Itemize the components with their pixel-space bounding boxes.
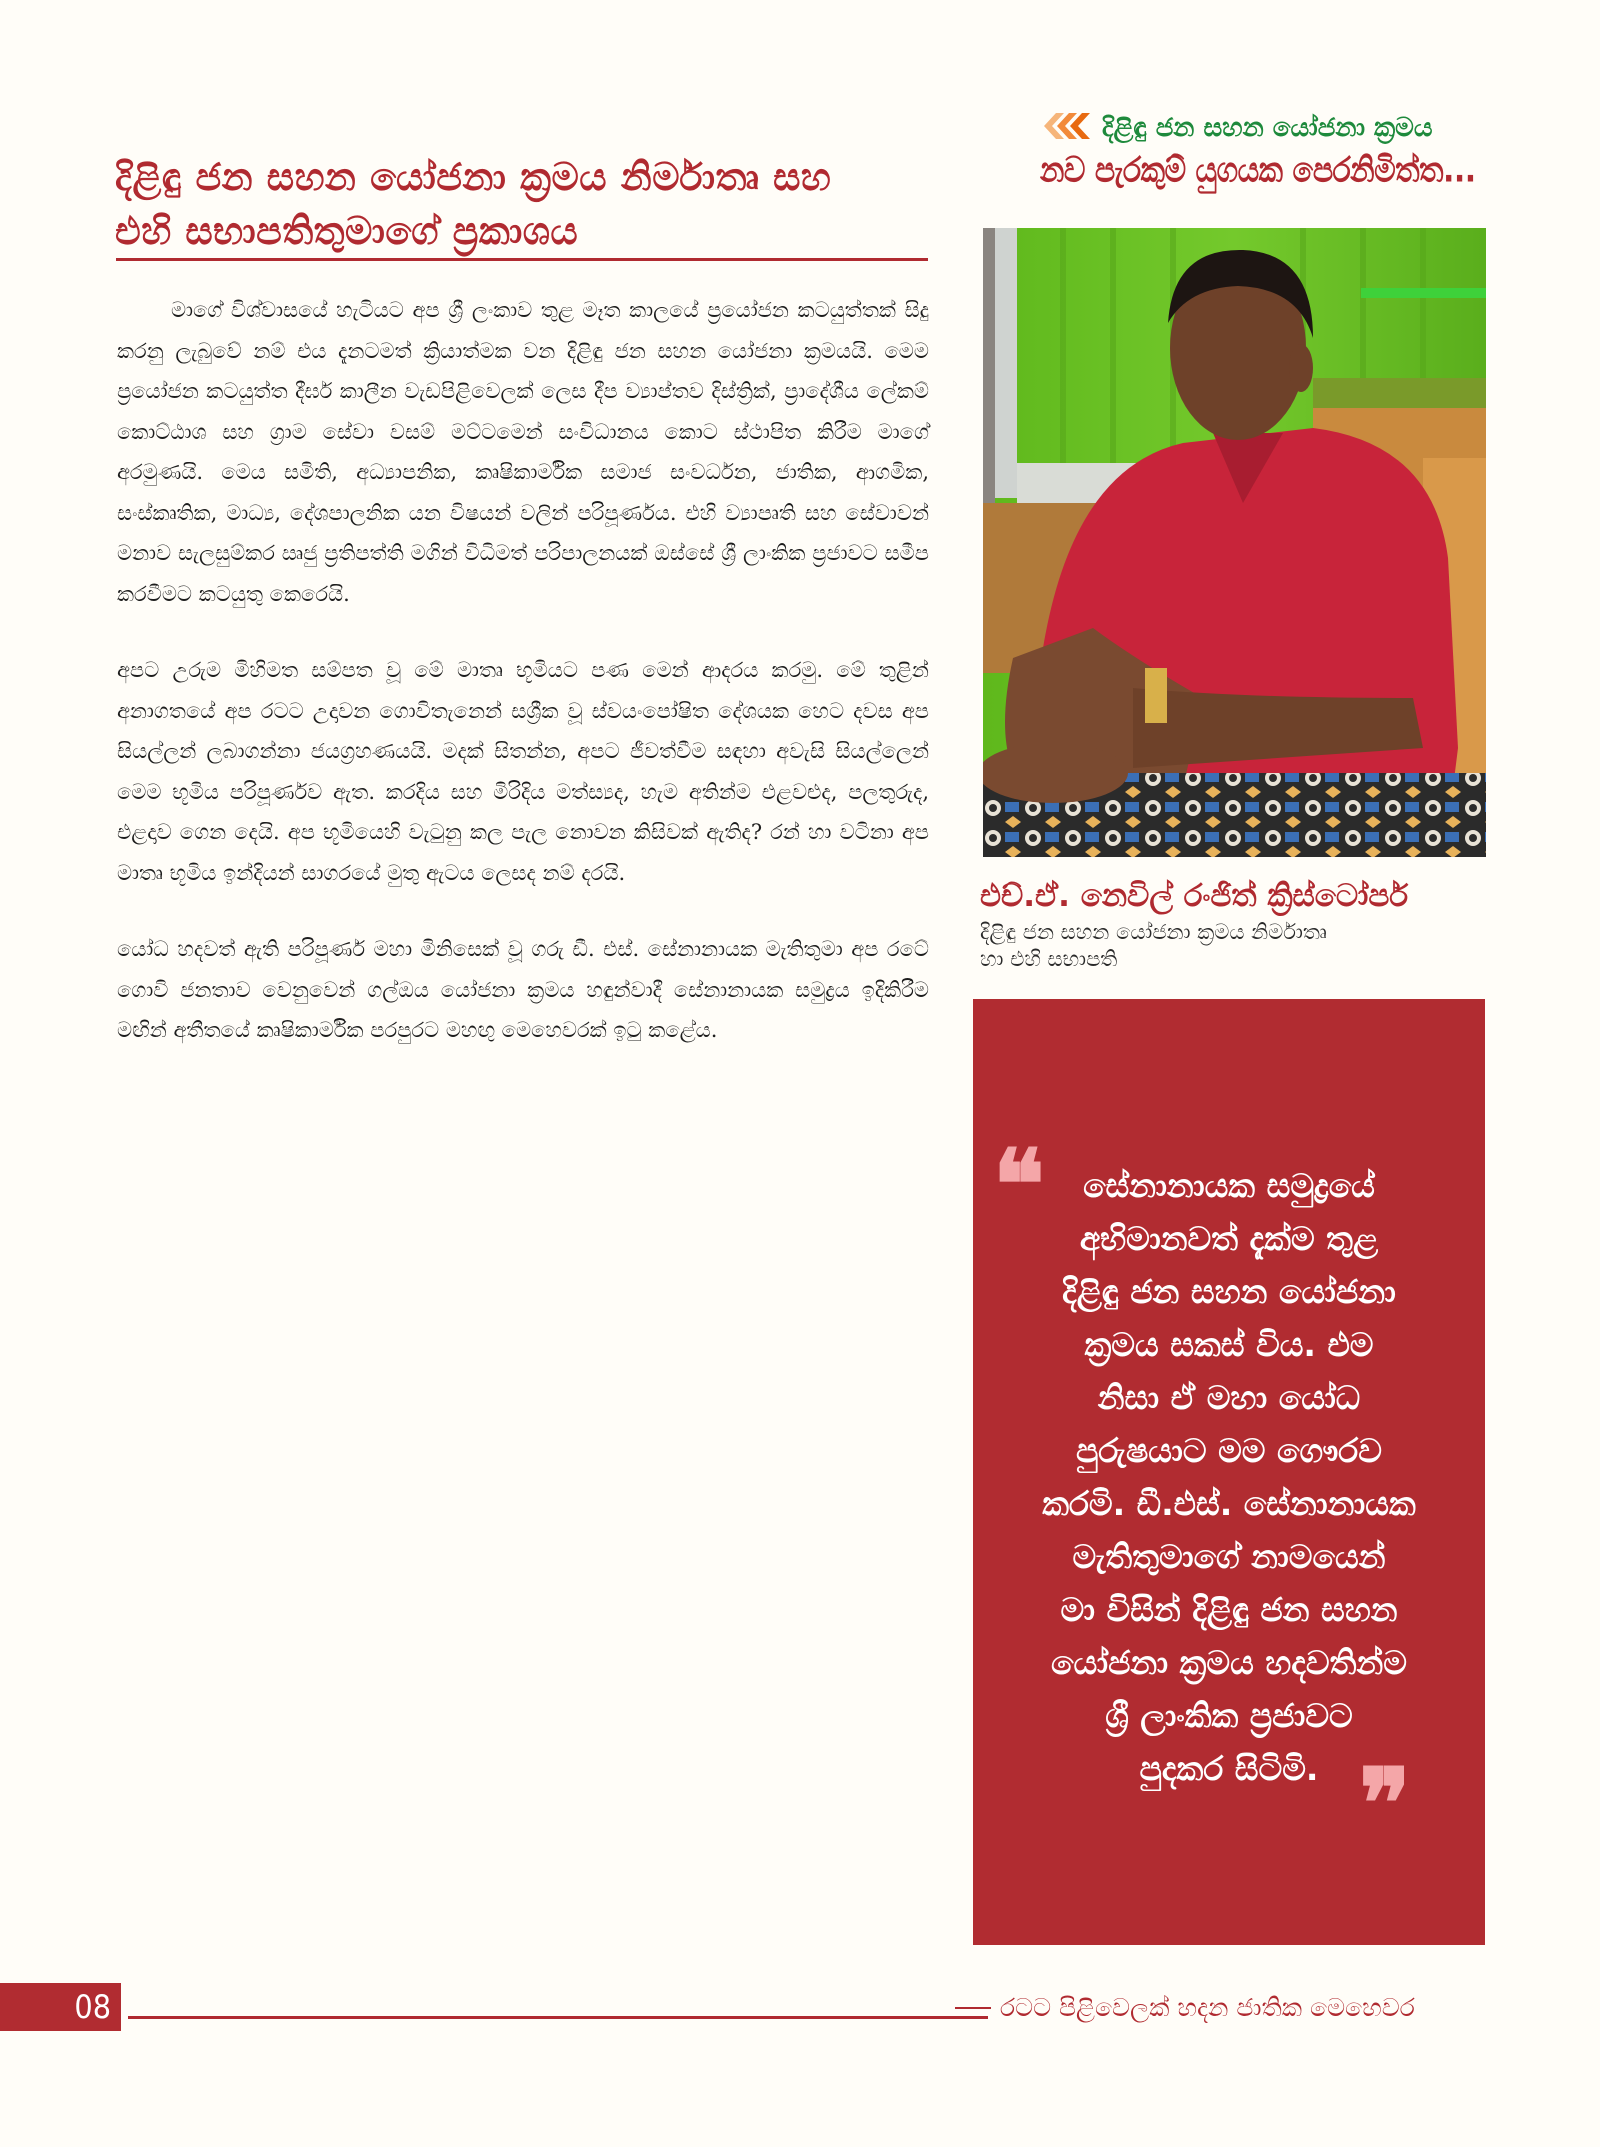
quote-line: කරමි. ඩී.එස්. සේනානායක (1042, 1484, 1416, 1523)
portrait-illustration (983, 228, 1486, 857)
quote-line: පුරුෂයාට මම ගෞරව (1076, 1431, 1382, 1470)
quote-line: මා විසින් දිළිඳු ජන සහන (1060, 1590, 1398, 1629)
triple-chevron-left-icon (1040, 111, 1094, 145)
quote-line: සේනානායක සමුද්‍රයේ (1083, 1166, 1375, 1205)
headline-line-1: දිළිඳු ජන සහන යෝජනා ක්‍රමය නිර්මාතෘ සහ (115, 155, 832, 199)
page-number: 08 (0, 1983, 121, 2031)
close-quote-icon: ❞ (1359, 1747, 1411, 1860)
quote-line: යෝජනා ක්‍රමය හදවතින්ම (1051, 1643, 1407, 1682)
article-headline (115, 150, 935, 258)
quote-line: දිළිඳු ජන සහන යෝජනා (1062, 1272, 1396, 1311)
paragraph-3: යෝධ හදවත් ඇති පරිපූර්ණ මහා මිනිසෙක් වූ ගරු ඩී. එස්. සේනානායක මැතිතුමා අප රටේ ගොවි ජනතාව වෙනුවෙන් ගල්ඔය යෝජනා ක්‍රමය හඳුන්වාදී සේනානායක සමුද්‍රය ඉදිකිරීම මඟින් අතීතයේ කෘෂිකාර්මික පරපුරට මහඟු මෙහෙවරක් ඉටු කළේය. (117, 937, 929, 1042)
quote-line: පුදකර සිටිමි. (1139, 1749, 1319, 1788)
footer-divider (128, 2016, 988, 2019)
open-quote-icon: ❝ (993, 1128, 1045, 1241)
quote-line: නිසා ඒ මහා යෝධ (1097, 1378, 1361, 1417)
quote-line: අභිමානවත් දැක්ම තුළ (1079, 1219, 1379, 1258)
byline (980, 875, 1490, 973)
author-role (980, 919, 1490, 973)
quote-line: ශ්‍රී ලාංකික ප්‍රජාවට (1105, 1696, 1353, 1735)
paragraph-1: මාගේ විශ්වාසයේ හැටියට අප ශ්‍රී ලංකාව තුළ මෑත කාලයේ ප්‍රයෝජන කටයුත්තක් සිදු කරනු ලැබුවේ නම් එය දැනටමත් ක්‍රියාත්මක වන දිළිඳු ජන සහන යෝජනා ක්‍රමයයි. මෙම ප්‍රයෝජන කටයුත්ත දීර්ඝ කාලීන වැඩපිළිවෙලක් ලෙස දීප ව්‍යාප්තව දිස්ත්‍රික්, ප්‍රාදේශීය ලේකම් කොට්ඨාශ සහ ග්‍රාම සේවා වසම් මට්ටමෙන් සංවිධානය කොට ස්ථාපිත කිරීම මාගේ අරමුණයි. මෙය සමිති, අධ්‍යාපනික, කෘෂිකාර්මික සමාජ සංවර්ධන, ජාතික, ආගමික, සංස්කෘතික, මාධ්‍ය, දේශපාලනික යන විෂයන් වලින් පරිපූර්ණය. එහි ව්‍යාපෘති සහ සේවාවන් මනාව සැලසුම්කර ඍජු ප්‍රතිපත්ති මගින් විධිමත් පරිපාලනයක් ඔස්සේ ශ්‍රී ලාංකික ප්‍රජාවට සමීප කරවීමට කටයුතු කෙරෙයි. (117, 298, 929, 606)
pull-quote-text (1003, 1159, 1455, 1795)
headline-divider (116, 258, 928, 261)
quote-line: මැතිතුමාගේ නාමයෙන් (1072, 1537, 1386, 1576)
paragraph-2: අපට උරුම මිහිමත සම්පත වූ මේ මාතෘ භූමියට පණ මෙන් ආදරය කරමු. මේ තුළින් අනාගතයේ අප රටට උදාවන ගොවිතැනෙන් සශ්‍රීක වූ ස්වයංපෝෂිත දේශයක හෙට දවස අප සියල්ලන් ලබාගන්නා ජයග්‍රහණයයි. මදක් සිතන්න, අපට ජීවත්වීම සඳහා අවැසි සියල්ලෙන් මෙම භූමිය පරිපූර්ණව ඇත. කරදිය සහ මිරිදිය මත්ස්‍යද, හැම අතින්ම එළවළුද, පලතුරුද, එළදාව ගෙන දෙයි. අප භූමියෙහි වැටුනු කල පැල නොවන කිසිවක් ඇතිද? රන් හා වටිනා අප මාතෘ භූමිය ඉන්දියන් සාගරයේ මුතු ඇටය ලෙසද නම් දරයි. (117, 658, 929, 885)
series-subtitle: නව පැරකුම් යුගයක පෙරනිමිත්ත... (1040, 150, 1476, 191)
article-body (117, 290, 929, 1087)
series-kicker (1040, 110, 1510, 190)
author-role-line-1: දිළිඳු ජන සහන යෝජනා ක්‍රමය නිර්මාතෘ (980, 920, 1327, 944)
author-role-line-2: හා එහි සභාපති (980, 947, 1118, 971)
pull-quote (973, 999, 1485, 1945)
quote-line: ක්‍රමය සකස් විය. එම (1084, 1325, 1374, 1364)
footer-tagline-dash (955, 2007, 991, 2009)
series-title: දිළිඳු ජන සහන යෝජනා ක්‍රමය (1102, 113, 1433, 143)
headline-line-2: එහි සභාපතිතුමාගේ ප්‍රකාශය (115, 209, 579, 253)
author-name: එච්.ඒ. නෙවිල් රංජිත් ක්‍රිස්ටෝපර් (980, 878, 1409, 914)
portrait-photo (983, 228, 1486, 857)
footer-tagline: රටට පිළිවෙලක් හදන ජාතික මෙහෙවර (1000, 1993, 1415, 2022)
